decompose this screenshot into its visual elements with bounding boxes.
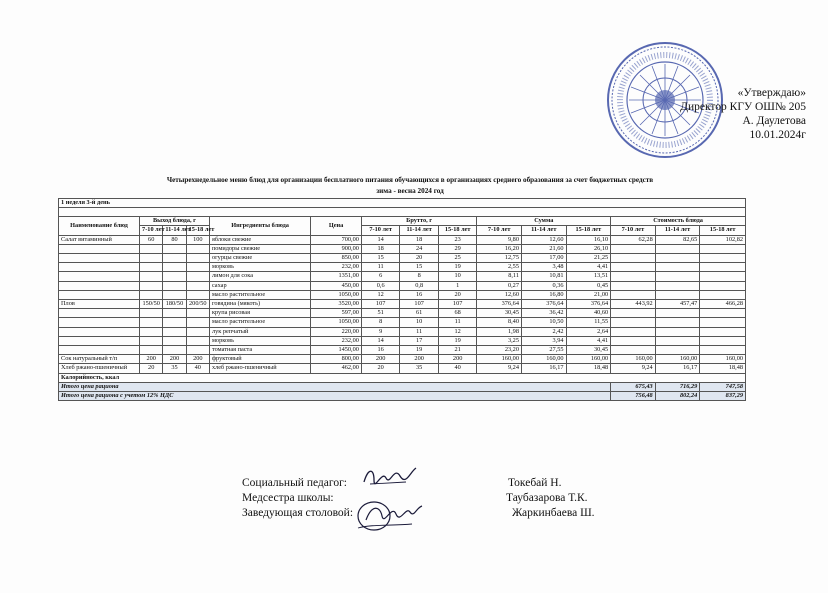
cell-o2 xyxy=(163,281,186,290)
cell-s2: 10,81 xyxy=(521,272,566,281)
cell-dish xyxy=(59,290,140,299)
cell-b2: 11 xyxy=(400,327,439,336)
handwritten-signature-icon xyxy=(360,462,420,492)
cell-b1: 8 xyxy=(361,318,400,327)
header-output: Выход блюда, г xyxy=(140,217,210,226)
cell-ing: масло растительное xyxy=(209,290,310,299)
age-header: 15-18 лет xyxy=(700,226,746,235)
cell-c3 xyxy=(700,336,746,345)
cell-o1: 20 xyxy=(140,364,163,373)
document-title: Четырехнедельное меню блюд для организации бесплатного питания обучающихся в организациях среднего образования за счет бюджетных средств xyxy=(166,176,654,184)
cell-c3 xyxy=(700,254,746,263)
cell-b2: 61 xyxy=(400,309,439,318)
cell-b1: 20 xyxy=(361,364,400,373)
cell-s2: 16,80 xyxy=(521,290,566,299)
cell-c1 xyxy=(611,254,656,263)
total-value: 675,43 xyxy=(611,382,656,391)
cell-c3 xyxy=(700,263,746,272)
age-header: 7-10 лет xyxy=(477,226,522,235)
cell-c2: 16,17 xyxy=(655,364,700,373)
cell-b1: 12 xyxy=(361,290,400,299)
cell-c2: 160,00 xyxy=(655,355,700,364)
cell-c3: 102,82 xyxy=(700,235,746,244)
cell-o3 xyxy=(186,290,209,299)
cell-c1: 160,00 xyxy=(611,355,656,364)
cell-o3: 40 xyxy=(186,364,209,373)
cell-o2 xyxy=(163,244,186,253)
cell-ing: помидоры свежие xyxy=(209,244,310,253)
signature-name: Жаркинбаева Ш. xyxy=(512,507,595,519)
table-row xyxy=(59,235,746,244)
cell-s3: 16,10 xyxy=(566,235,611,244)
age-header: 7-10 лет xyxy=(611,226,656,235)
cell-o3: 200/50 xyxy=(186,300,209,309)
cell-c3 xyxy=(700,346,746,355)
cell-b1: 16 xyxy=(361,346,400,355)
cell-o1 xyxy=(140,272,163,281)
cell-b1: 107 xyxy=(361,300,400,309)
cell-b3: 10 xyxy=(438,272,477,281)
age-header: 15-18 лет xyxy=(566,226,611,235)
cell-price: 800,00 xyxy=(311,355,362,364)
cell-c2 xyxy=(655,290,700,299)
cell-o2 xyxy=(163,336,186,345)
cell-price: 1351,00 xyxy=(311,272,362,281)
cell-o1 xyxy=(140,318,163,327)
cell-c3 xyxy=(700,309,746,318)
cell-c3 xyxy=(700,290,746,299)
age-header: 11-14 лет xyxy=(655,226,700,235)
cell-o2 xyxy=(163,263,186,272)
cell-o3 xyxy=(186,263,209,272)
table-row xyxy=(59,318,746,327)
total-vat-value: 837,29 xyxy=(700,392,746,401)
cell-o2 xyxy=(163,309,186,318)
approval-block xyxy=(656,86,806,142)
age-header: 11-14 лет xyxy=(400,226,439,235)
cell-c2 xyxy=(655,272,700,281)
cell-b3: 23 xyxy=(438,235,477,244)
cell-b1: 51 xyxy=(361,309,400,318)
table-row xyxy=(59,364,746,373)
cell-c2: 82,65 xyxy=(655,235,700,244)
cell-c3: 18,48 xyxy=(700,364,746,373)
cell-ing: яблоки свежие xyxy=(209,235,310,244)
cell-price: 3520,00 xyxy=(311,300,362,309)
cell-s1: 2,55 xyxy=(477,263,522,272)
signature-name: Таубазарова Т.К. xyxy=(506,492,588,504)
menu-table xyxy=(58,198,746,401)
cell-dish xyxy=(59,254,140,263)
cell-ing: лимон для сока xyxy=(209,272,310,281)
cell-ing: крупа рисовая xyxy=(209,309,310,318)
table-row xyxy=(59,254,746,263)
cell-b2: 16 xyxy=(400,290,439,299)
cell-price: 597,00 xyxy=(311,309,362,318)
cell-price: 850,00 xyxy=(311,254,362,263)
cell-s3: 26,10 xyxy=(566,244,611,253)
cell-b1: 18 xyxy=(361,244,400,253)
cell-o3 xyxy=(186,327,209,336)
total-value: 747,58 xyxy=(700,382,746,391)
cell-o1 xyxy=(140,327,163,336)
cell-c2 xyxy=(655,318,700,327)
cell-dish: Плов xyxy=(59,300,140,309)
cell-o2 xyxy=(163,327,186,336)
cell-s3: 376,64 xyxy=(566,300,611,309)
cell-o2: 200 xyxy=(163,355,186,364)
cell-b2: 24 xyxy=(400,244,439,253)
cell-c1 xyxy=(611,327,656,336)
cell-ing: морковь xyxy=(209,263,310,272)
table-row xyxy=(59,346,746,355)
cell-ing: лук репчатый xyxy=(209,327,310,336)
cell-b1: 11 xyxy=(361,263,400,272)
cell-price: 462,00 xyxy=(311,364,362,373)
signature-role: Социальный педагог: xyxy=(242,477,347,489)
cell-b2: 15 xyxy=(400,263,439,272)
cell-price: 1450,00 xyxy=(311,346,362,355)
age-header: 11-14 лет xyxy=(521,226,566,235)
cell-c3: 160,00 xyxy=(700,355,746,364)
cell-b3: 40 xyxy=(438,364,477,373)
cell-s2: 0,36 xyxy=(521,281,566,290)
cell-o1: 200 xyxy=(140,355,163,364)
total-value: 716,29 xyxy=(655,382,700,391)
cell-dish xyxy=(59,336,140,345)
cell-b2: 18 xyxy=(400,235,439,244)
cell-c2 xyxy=(655,263,700,272)
cell-s3: 18,48 xyxy=(566,364,611,373)
cell-b3: 25 xyxy=(438,254,477,263)
cell-s2: 3,94 xyxy=(521,336,566,345)
cell-ing: сахар xyxy=(209,281,310,290)
cell-s2: 27,55 xyxy=(521,346,566,355)
cell-dish xyxy=(59,327,140,336)
age-header: 11-14 лет xyxy=(163,226,186,235)
cell-b2: 0,8 xyxy=(400,281,439,290)
cell-price: 450,00 xyxy=(311,281,362,290)
cell-c1 xyxy=(611,281,656,290)
cell-c1 xyxy=(611,318,656,327)
cell-s2: 376,64 xyxy=(521,300,566,309)
cell-s2: 16,17 xyxy=(521,364,566,373)
cell-s1: 160,00 xyxy=(477,355,522,364)
cell-ing: фруктовый xyxy=(209,355,310,364)
cell-c1: 62,28 xyxy=(611,235,656,244)
cell-s1: 3,25 xyxy=(477,336,522,345)
cell-o2 xyxy=(163,254,186,263)
cell-s3: 30,45 xyxy=(566,346,611,355)
cell-s3: 0,45 xyxy=(566,281,611,290)
cell-ing: огурцы свежие xyxy=(209,254,310,263)
table-row xyxy=(59,300,746,309)
cell-o1 xyxy=(140,263,163,272)
cell-price: 220,00 xyxy=(311,327,362,336)
cell-ing: масло растительное xyxy=(209,318,310,327)
cell-b3: 19 xyxy=(438,336,477,345)
cell-c1: 443,92 xyxy=(611,300,656,309)
total-row xyxy=(59,382,746,391)
signature-role: Заведующая столовой: xyxy=(242,507,354,519)
cell-b1: 14 xyxy=(361,235,400,244)
cell-s1: 8,11 xyxy=(477,272,522,281)
approval-date: 10.01.2024г xyxy=(749,129,806,141)
age-header: 7-10 лет xyxy=(140,226,163,235)
cell-s3: 160,00 xyxy=(566,355,611,364)
cell-b2: 20 xyxy=(400,254,439,263)
cell-b2: 17 xyxy=(400,336,439,345)
cell-c2 xyxy=(655,244,700,253)
cell-s1: 12,75 xyxy=(477,254,522,263)
header-brutto: Брутто, г xyxy=(361,217,477,226)
approval-position: Директор КГУ ОШ№ 205 xyxy=(680,101,806,113)
cell-b3: 1 xyxy=(438,281,477,290)
table-row xyxy=(59,244,746,253)
cell-dish xyxy=(59,309,140,318)
table-row xyxy=(59,272,746,281)
cell-o3: 200 xyxy=(186,355,209,364)
cell-c3 xyxy=(700,327,746,336)
blank-row xyxy=(59,208,746,217)
cell-s3: 11,55 xyxy=(566,318,611,327)
cell-c2 xyxy=(655,309,700,318)
total-vat-value: 802,24 xyxy=(655,392,700,401)
cell-c3 xyxy=(700,281,746,290)
cell-ing: говядина (мякоть) xyxy=(209,300,310,309)
document-subtitle: зима - весна 2024 год xyxy=(376,187,444,195)
cell-s1: 8,40 xyxy=(477,318,522,327)
cell-dish xyxy=(59,263,140,272)
cell-o3 xyxy=(186,336,209,345)
cell-s1: 12,60 xyxy=(477,290,522,299)
cell-s1: 9,80 xyxy=(477,235,522,244)
cell-b3: 21 xyxy=(438,346,477,355)
header-sum: Сумма xyxy=(477,217,611,226)
cell-s1: 9,24 xyxy=(477,364,522,373)
cell-price: 232,00 xyxy=(311,336,362,345)
cell-b1: 0,6 xyxy=(361,281,400,290)
cell-c1 xyxy=(611,263,656,272)
cell-ing: томатная паста xyxy=(209,346,310,355)
cell-b3: 20 xyxy=(438,290,477,299)
cell-o1 xyxy=(140,281,163,290)
cell-s1: 0,27 xyxy=(477,281,522,290)
cell-s1: 16,20 xyxy=(477,244,522,253)
cell-o3: 100 xyxy=(186,235,209,244)
cell-c2 xyxy=(655,346,700,355)
cell-c2 xyxy=(655,336,700,345)
table-row xyxy=(59,336,746,345)
cell-c2 xyxy=(655,327,700,336)
cell-b1: 14 xyxy=(361,336,400,345)
cell-s1: 1,98 xyxy=(477,327,522,336)
cell-s1: 376,64 xyxy=(477,300,522,309)
cell-o2: 80 xyxy=(163,235,186,244)
cell-b1: 15 xyxy=(361,254,400,263)
cell-o1 xyxy=(140,254,163,263)
cell-price: 700,00 xyxy=(311,235,362,244)
cell-o1: 60 xyxy=(140,235,163,244)
cell-dish xyxy=(59,244,140,253)
cell-o2 xyxy=(163,272,186,281)
cell-s2: 12,60 xyxy=(521,235,566,244)
cell-c1: 9,24 xyxy=(611,364,656,373)
cell-b3: 29 xyxy=(438,244,477,253)
cell-c1 xyxy=(611,244,656,253)
cell-b3: 107 xyxy=(438,300,477,309)
cell-o3 xyxy=(186,346,209,355)
cell-c1 xyxy=(611,309,656,318)
cell-price: 232,00 xyxy=(311,263,362,272)
cell-o2: 180/50 xyxy=(163,300,186,309)
cell-dish: Хлеб ржано-пшеничный xyxy=(59,364,140,373)
cell-price: 1050,00 xyxy=(311,290,362,299)
cell-c1 xyxy=(611,290,656,299)
cell-s3: 13,51 xyxy=(566,272,611,281)
cell-o1 xyxy=(140,346,163,355)
cell-ing: хлеб ржано-пшеничный xyxy=(209,364,310,373)
cell-b1: 200 xyxy=(361,355,400,364)
table-row xyxy=(59,327,746,336)
signature-role: Медсестра школы: xyxy=(242,492,334,504)
cell-o1 xyxy=(140,290,163,299)
cell-c3 xyxy=(700,272,746,281)
cell-s3: 21,25 xyxy=(566,254,611,263)
cell-s2: 21,60 xyxy=(521,244,566,253)
header-cost: Стоимость блюда xyxy=(611,217,746,226)
header-dish: Наименование блюд xyxy=(59,217,140,235)
approval-heading: «Утверждаю» xyxy=(737,87,806,99)
cell-o1 xyxy=(140,309,163,318)
cell-c2 xyxy=(655,281,700,290)
cell-c3: 466,28 xyxy=(700,300,746,309)
cell-s2: 3,48 xyxy=(521,263,566,272)
cell-o3 xyxy=(186,318,209,327)
total-vat-label: Итого цена рациона с учетом 12% НДС xyxy=(59,392,611,401)
cell-dish xyxy=(59,281,140,290)
cell-o3 xyxy=(186,254,209,263)
cell-c2 xyxy=(655,254,700,263)
cell-b3: 12 xyxy=(438,327,477,336)
header-ingredients: Ингредиенты блюда xyxy=(209,217,310,235)
cell-b2: 8 xyxy=(400,272,439,281)
cell-c1 xyxy=(611,336,656,345)
cell-b3: 19 xyxy=(438,263,477,272)
cell-dish xyxy=(59,318,140,327)
cell-c3 xyxy=(700,318,746,327)
cell-o1 xyxy=(140,244,163,253)
cell-s3: 4,41 xyxy=(566,336,611,345)
table-row xyxy=(59,290,746,299)
cell-o3 xyxy=(186,281,209,290)
cell-o1 xyxy=(140,336,163,345)
cell-o2 xyxy=(163,318,186,327)
cell-s2: 17,00 xyxy=(521,254,566,263)
cell-b1: 9 xyxy=(361,327,400,336)
cell-o2 xyxy=(163,290,186,299)
cell-o3 xyxy=(186,309,209,318)
calories-label: Калорийность, ккал xyxy=(59,373,746,382)
cell-b2: 107 xyxy=(400,300,439,309)
cell-c1 xyxy=(611,346,656,355)
cell-dish xyxy=(59,346,140,355)
cell-price: 1050,00 xyxy=(311,318,362,327)
cell-s3: 21,00 xyxy=(566,290,611,299)
cell-o3 xyxy=(186,272,209,281)
age-header: 7-10 лет xyxy=(361,226,400,235)
cell-c2: 457,47 xyxy=(655,300,700,309)
cell-c3 xyxy=(700,244,746,253)
week-label: 1 неделя 3-й день xyxy=(59,199,746,208)
handwritten-signature-icon xyxy=(352,494,424,536)
cell-b2: 35 xyxy=(400,364,439,373)
cell-o2 xyxy=(163,346,186,355)
cell-c1 xyxy=(611,272,656,281)
cell-s2: 36,42 xyxy=(521,309,566,318)
total-label: Итого цена рациона xyxy=(59,382,611,391)
cell-s3: 4,41 xyxy=(566,263,611,272)
cell-o2: 35 xyxy=(163,364,186,373)
cell-b3: 11 xyxy=(438,318,477,327)
cell-b3: 68 xyxy=(438,309,477,318)
cell-b3: 200 xyxy=(438,355,477,364)
table-row xyxy=(59,281,746,290)
cell-s3: 2,64 xyxy=(566,327,611,336)
cell-ing: морковь xyxy=(209,336,310,345)
cell-price: 900,00 xyxy=(311,244,362,253)
cell-b2: 19 xyxy=(400,346,439,355)
age-header: 15-18 лет xyxy=(438,226,477,235)
table-row xyxy=(59,263,746,272)
cell-s2: 160,00 xyxy=(521,355,566,364)
cell-dish: Салат витаминный xyxy=(59,235,140,244)
approval-name: А. Даулетова xyxy=(742,115,806,127)
cell-dish xyxy=(59,272,140,281)
age-header: 15-18 лет xyxy=(186,226,209,235)
table-row xyxy=(59,355,746,364)
header-price: Цена xyxy=(311,217,362,235)
cell-b2: 200 xyxy=(400,355,439,364)
cell-o3 xyxy=(186,244,209,253)
cell-s1: 23,20 xyxy=(477,346,522,355)
cell-dish: Сок натуральный т/п xyxy=(59,355,140,364)
cell-s3: 40,60 xyxy=(566,309,611,318)
signature-name: Токебай Н. xyxy=(508,477,562,489)
cell-s2: 10,50 xyxy=(521,318,566,327)
cell-s2: 2,42 xyxy=(521,327,566,336)
table-row xyxy=(59,309,746,318)
cell-o1: 150/50 xyxy=(140,300,163,309)
cell-b2: 10 xyxy=(400,318,439,327)
cell-s1: 30,45 xyxy=(477,309,522,318)
cell-b1: 6 xyxy=(361,272,400,281)
total-vat-value: 756,48 xyxy=(611,392,656,401)
total-vat-row xyxy=(59,392,746,401)
